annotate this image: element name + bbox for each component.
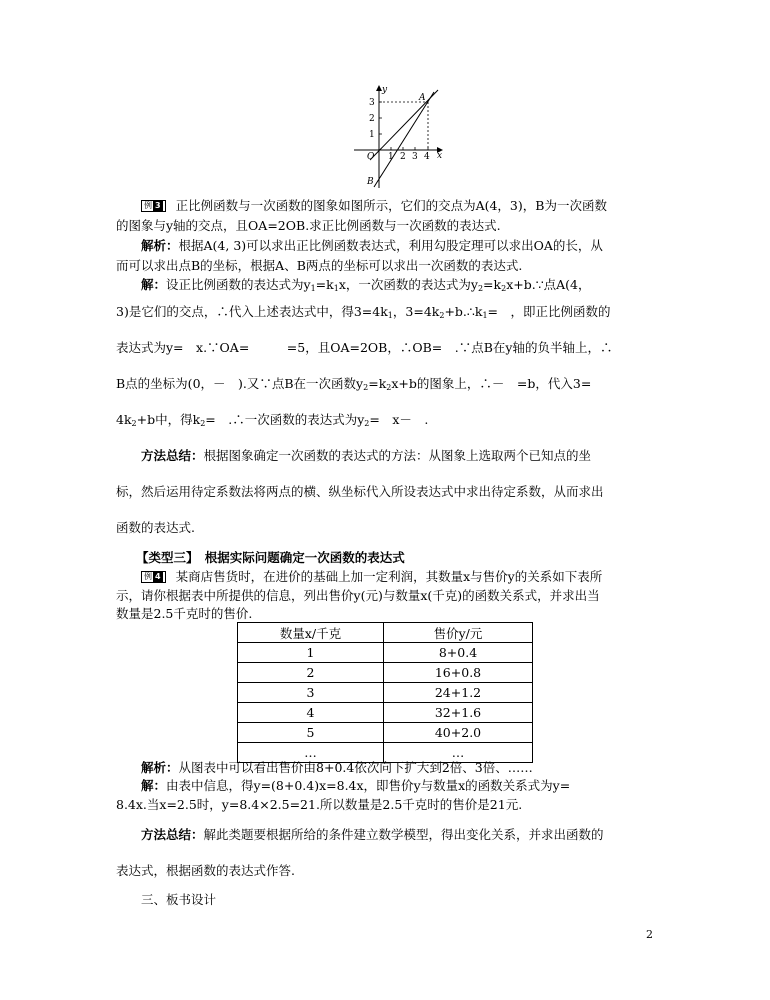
table-cell: 3 <box>238 683 384 703</box>
price-table <box>237 622 533 763</box>
table-header-row <box>238 623 533 643</box>
table-row <box>238 683 533 703</box>
example4-solution-line1: 解：由表中信息，得y=(8+0.4)x=8.4x，即售价y与数量x的函数关系式为y= <box>141 778 571 793</box>
example3-solution-line2: 3)是它们的交点，∴代入上述表达式中，得$3=4k_1$，$3=4k_2+b.\therefore k_1=$ ，即正比例函数的 <box>116 304 611 320</box>
method-summary-1-line3: 函数的表达式. <box>116 520 195 535</box>
table-row <box>238 643 533 663</box>
origin-label: O <box>367 152 375 162</box>
x-tick-1: 1 <box>388 152 394 162</box>
method-summary-1-line2: 标，然后运用待定系数法将两点的横、纵坐标代入所设表达式中求出待定系数，从而求出 <box>116 484 604 499</box>
x-axis-label: x <box>437 151 443 161</box>
example3-solution-line3: 表达式为y= x.∵OA= =5，且OA=2OB，∴OB= .∵点B在y轴的负半轴上，∴ <box>116 340 613 355</box>
point-b-label: B <box>367 177 374 187</box>
table-row <box>238 703 533 723</box>
example3-solution-line4: B点的坐标为(0，－ ).又∵点B在一次函数$y_2=k_2x+b$的图象上，∴－ =b，代入3= <box>116 376 592 392</box>
example3-line1: 例 3 正比例函数与一次函数的图象如图所示，它们的交点为A(4，3)，B为一次函数 <box>116 196 656 216</box>
table-header: 售价y/元 <box>384 623 533 643</box>
table-cell: … <box>384 743 533 763</box>
y-tick-3: 3 <box>369 98 375 108</box>
table-cell: 24+1.2 <box>384 683 533 703</box>
example4-solution-line2: 8.4x.当x=2.5时，y=8.4×2.5=21.所以数量是2.5千克时的售价是21元. <box>116 797 523 812</box>
example3-analysis-line1: 解析：根据A(4, 3)可以求出正比例函数表达式，利用勾股定理可以求出OA的长，从 <box>141 238 603 253</box>
table-row <box>238 663 533 683</box>
x-tick-2: 2 <box>400 152 406 162</box>
table-row <box>238 723 533 743</box>
table-header: 数量x/千克 <box>238 623 384 643</box>
example-tag: 例 3 <box>141 200 166 212</box>
example3-solution-line5: $4k_2+b$中，得$k_2=$ .∴一次函数的表达式为$y_2=$ x－ . <box>116 412 429 428</box>
table-cell: … <box>238 743 384 763</box>
page-number: 2 <box>646 928 653 941</box>
example3-solution-line1: 解：设正比例函数的表达式为$y_1=k_1x$，一次函数的表达式为$y_2=k_2x+b.\because$点A(4， <box>141 277 591 293</box>
y-axis-label: y <box>382 85 388 95</box>
table-cell: 8+0.4 <box>384 643 533 663</box>
table-cell: 4 <box>238 703 384 723</box>
table-cell: 1 <box>238 643 384 663</box>
example4-line1: 例 4 某商店售货时，在进价的基础上加一定利润，其数量x与售价y的关系如下表所 <box>116 567 656 587</box>
y-tick-1: 1 <box>369 130 375 140</box>
linear-line <box>374 92 434 187</box>
coordinate-figure <box>352 84 452 192</box>
example4-analysis: 解析：从图表中可以看出售价由8+0.4依次向下扩大到2倍、3倍、…… <box>141 760 533 775</box>
x-tick-3: 3 <box>412 152 418 162</box>
x-tick-4: 4 <box>424 152 430 162</box>
table-cell: 16+0.8 <box>384 663 533 683</box>
section-title: 三、板书设计 <box>141 892 217 907</box>
table-cell: 2 <box>238 663 384 683</box>
example4-line3: 数量是2.5千克时的售价. <box>116 606 253 621</box>
example3-analysis-line2: 而可以求出点B的坐标，根据A、B两点的坐标可以求出一次函数的表达式. <box>116 258 523 273</box>
table-cell: 32+1.6 <box>384 703 533 723</box>
point-a-label: A <box>419 93 426 103</box>
method-summary-1-line1: 方法总结：根据图象确定一次函数的表达式的方法：从图象上选取两个已知点的坐 <box>141 448 592 463</box>
example-tag: 例 4 <box>141 571 166 583</box>
method-summary-2-line1: 方法总结：解此类题要根据所给的条件建立数学模型，得出变化关系，并求出函数的 <box>141 827 604 842</box>
example3-line2: 的图象与y轴的交点，且OA=2OB.求正比例函数与一次函数的表达式. <box>116 218 501 233</box>
y-tick-2: 2 <box>369 114 375 124</box>
table-cell: 40+2.0 <box>384 723 533 743</box>
method-summary-2-line2: 表达式，根据函数的表达式作答. <box>116 863 295 878</box>
example4-line2: 示，请你根据表中所提供的信息，列出售价y(元)与数量x(千克)的函数关系式，并求出当 <box>116 588 600 603</box>
type3-heading: 【类型三】 根据实际问题确定一次函数的表达式 <box>136 550 405 565</box>
table-cell: 5 <box>238 723 384 743</box>
